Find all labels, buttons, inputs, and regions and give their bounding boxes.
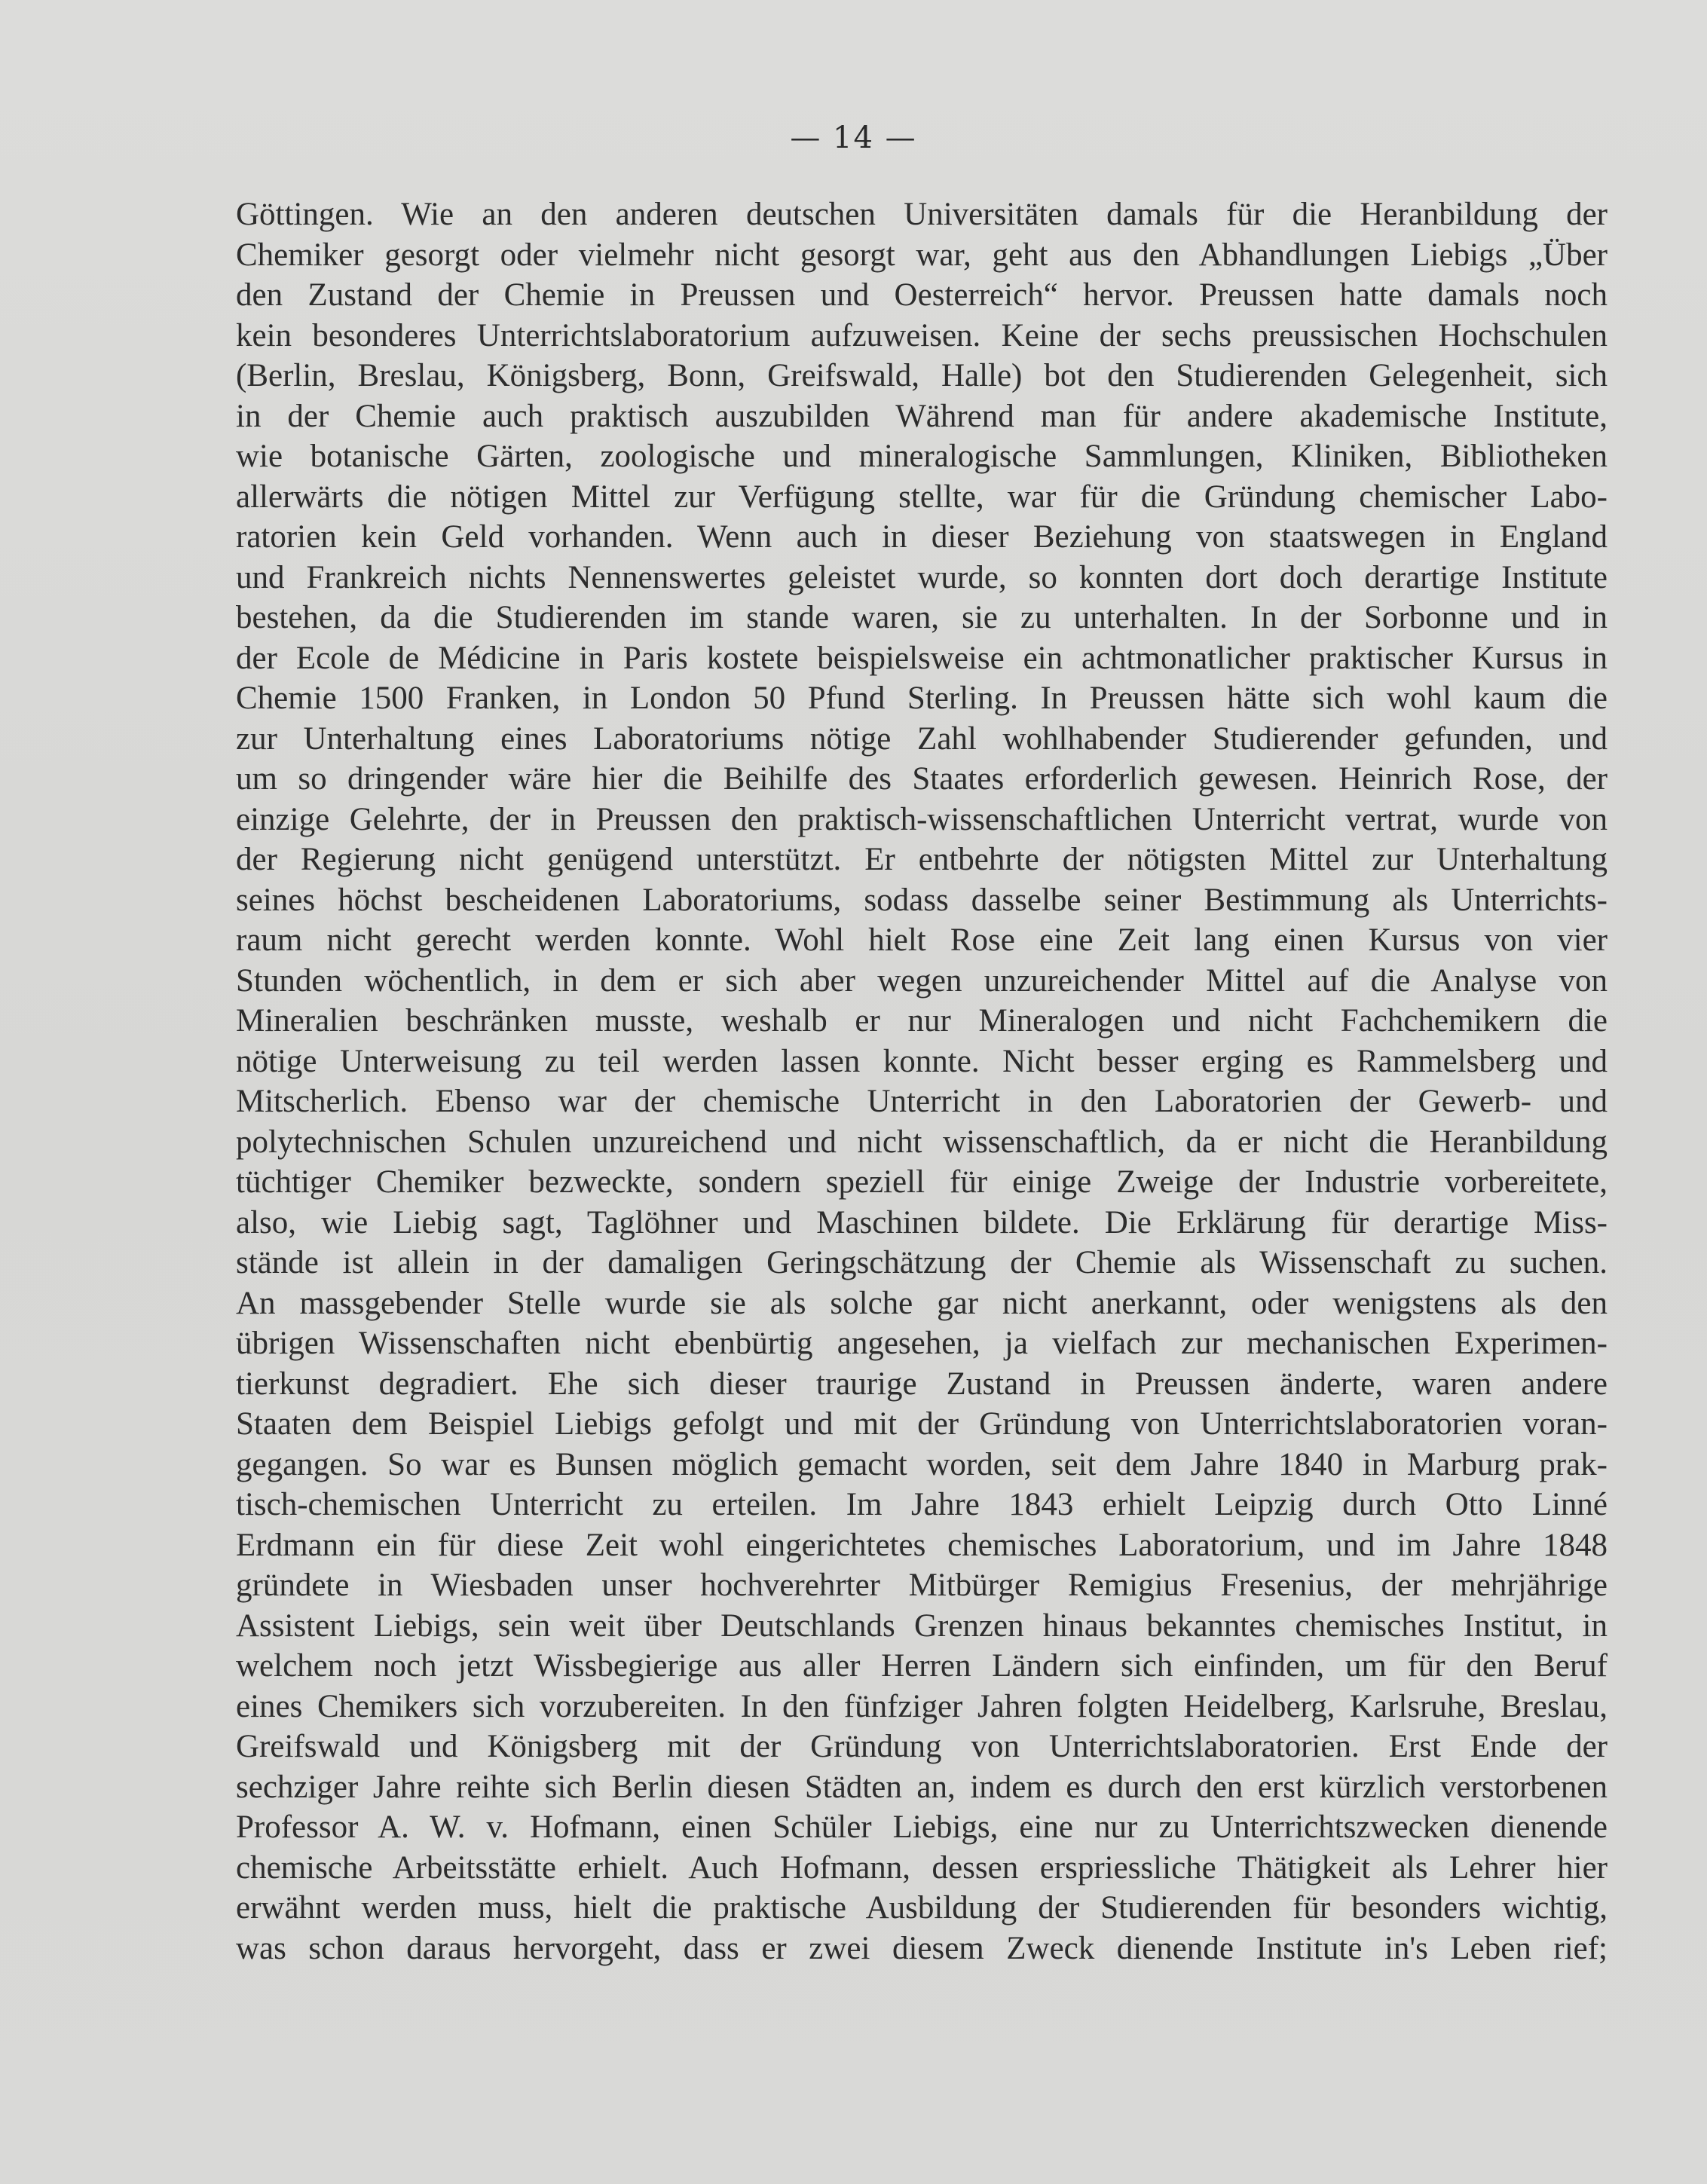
text-line: gründete in Wiesbaden unser hochverehrter Mitbürger Remigius Fresenius, der mehrjährige xyxy=(236,1568,1608,1603)
body-text xyxy=(236,194,1608,1968)
text-line: An massgebender Stelle wurde sie als solche gar nicht anerkannt, oder wenigstens als den xyxy=(236,1285,1608,1321)
text-line: tierkunst degradiert. Ehe sich dieser traurige Zustand in Preussen änderte, waren andere xyxy=(236,1366,1608,1402)
text-line: Mineralien beschränken musste, weshalb er nur Mineralogen und nicht Fachchemikern die xyxy=(236,1003,1608,1038)
text-line: Chemiker gesorgt oder vielmehr nicht gesorgt war, geht aus den Abhandlungen Liebigs „Über xyxy=(236,237,1608,273)
text-line: tisch-chemischen Unterricht zu erteilen. Im Jahre 1843 erhielt Leipzig durch Otto Linné xyxy=(236,1487,1608,1522)
text-line: polytechnischen Schulen unzureichend und nicht wissenschaftlich, da er nicht die Heranbildung xyxy=(236,1124,1608,1160)
text-line: sechziger Jahre reihte sich Berlin diesen Städten an, indem es durch den erst kürzlich verstorbenen xyxy=(236,1769,1608,1805)
text-line: eines Chemikers sich vorzubereiten. In den fünfziger Jahren folgten Heidelberg, Karlsruhe, Breslau, xyxy=(236,1688,1608,1724)
text-line: Staaten dem Beispiel Liebigs gefolgt und mit der Gründung von Unterrichtslaboratorien voran- xyxy=(236,1406,1608,1442)
text-line: Stunden wöchentlich, in dem er sich aber wegen unzureichender Mittel auf die Analyse von xyxy=(236,962,1608,999)
text-line: Mitscherlich. Ebenso war der chemische Unterricht in den Laboratorien der Gewerb- und xyxy=(236,1084,1608,1119)
text-line: allerwärts die nötigen Mittel zur Verfügung stellte, war für die Gründung chemischer Labo- xyxy=(236,479,1608,515)
text-line: ratorien kein Geld vorhanden. Wenn auch in dieser Beziehung von staatswegen in England xyxy=(236,519,1608,555)
text-line: Professor A. W. v. Hofmann, einen Schüler Liebigs, eine nur zu Unterrichtszwecken dienende xyxy=(236,1809,1608,1845)
text-line: welchem noch jetzt Wissbegierige aus aller Herren Ländern sich einfinden, um für den Beruf xyxy=(236,1648,1608,1684)
text-line: Chemie 1500 Franken, in London 50 Pfund Sterling. In Preussen hätte sich wohl kaum die xyxy=(236,681,1608,716)
text-line: chemische Arbeitsstätte erhielt. Auch Hofmann, dessen erspriessliche Thätigkeit als Lehrer hier xyxy=(236,1849,1608,1886)
text-line: bestehen, da die Studierenden im stande waren, sie zu unterhalten. In der Sorbonne und in xyxy=(236,600,1608,635)
text-line: um so dringender wäre hier die Beihilfe des Staates erforderlich gewesen. Heinrich Rose, der xyxy=(236,761,1608,797)
text-line: und Frankreich nichts Nennenswertes geleistet wurde, so konnten dort doch derartige Institute xyxy=(236,559,1608,595)
text-line: einzige Gelehrte, der in Preussen den praktisch-wissenschaftlichen Unterricht vertrat, wurde von xyxy=(236,801,1608,837)
text-line: wie botanische Gärten, zoologische und mineralogische Sammlungen, Kliniken, Bibliotheken xyxy=(236,439,1608,474)
text-line: in der Chemie auch praktisch auszubilden Während man für andere akademische Institute, xyxy=(236,398,1608,434)
text-line: (Berlin, Breslau, Königsberg, Bonn, Greifswald, Halle) bot den Studierenden Gelegenheit, sich xyxy=(236,358,1608,393)
text-line: zur Unterhaltung eines Laboratoriums nötige Zahl wohlhabender Studierender gefunden, und xyxy=(236,720,1608,757)
page-number: — 14 — xyxy=(790,121,917,155)
text-line: was schon daraus hervorgeht, dass er zwei diesem Zweck dienende Institute in's Leben rief; xyxy=(236,1930,1608,1966)
text-line: Greifswald und Königsberg mit der Gründung von Unterrichtslaboratorien. Erst Ende der xyxy=(236,1729,1608,1764)
text-line: stände ist allein in der damaligen Geringschätzung der Chemie als Wissenschaft zu suchen. xyxy=(236,1245,1608,1280)
text-line: tüchtiger Chemiker bezweckte, sondern speziell für einige Zweige der Industrie vorbereitete, xyxy=(236,1164,1608,1200)
text-line: Erdmann ein für diese Zeit wohl eingerichtetes chemisches Laboratorium, und im Jahre 1848 xyxy=(236,1527,1608,1563)
text-line: kein besonderes Unterrichtslaboratorium aufzuweisen. Keine der sechs preussischen Hochschulen xyxy=(236,317,1608,353)
text-line: der Ecole de Médicine in Paris kostete beispielsweise ein achtmonatlicher praktischer Kursus in xyxy=(236,640,1608,676)
text-line: also, wie Liebig sagt, Taglöhner und Maschinen bildete. Die Erklärung für derartige Miss- xyxy=(236,1204,1608,1240)
text-line: raum nicht gerecht werden konnte. Wohl hielt Rose eine Zeit lang einen Kursus von vier xyxy=(236,922,1608,958)
text-line: gegangen. So war es Bunsen möglich gemacht worden, seit dem Jahre 1840 in Marburg prak- xyxy=(236,1446,1608,1482)
text-line: Assistent Liebigs, sein weit über Deutschlands Grenzen hinaus bekanntes chemisches Institut, in xyxy=(236,1607,1608,1644)
text-line: nötige Unterweisung zu teil werden lassen konnte. Nicht besser erging es Rammelsberg und xyxy=(236,1043,1608,1079)
text-line: den Zustand der Chemie in Preussen und Oesterreich“ hervor. Preussen hatte damals noch xyxy=(236,277,1608,313)
text-line: seines höchst bescheidenen Laboratoriums, sodass dasselbe seiner Bestimmung als Unterrichts- xyxy=(236,882,1608,918)
text-line: erwähnt werden muss, hielt die praktische Ausbildung der Studierenden für besonders wichtig, xyxy=(236,1890,1608,1926)
text-line: Göttingen. Wie an den anderen deutschen Universitäten damals für die Heranbildung der xyxy=(236,197,1608,232)
text-line: übrigen Wissenschaften nicht ebenbürtig angesehen, ja vielfach zur mechanischen Experimen- xyxy=(236,1326,1608,1361)
text-line: der Regierung nicht genügend unterstützt. Er entbehrte der nötigsten Mittel zur Unterhaltung xyxy=(236,842,1608,877)
